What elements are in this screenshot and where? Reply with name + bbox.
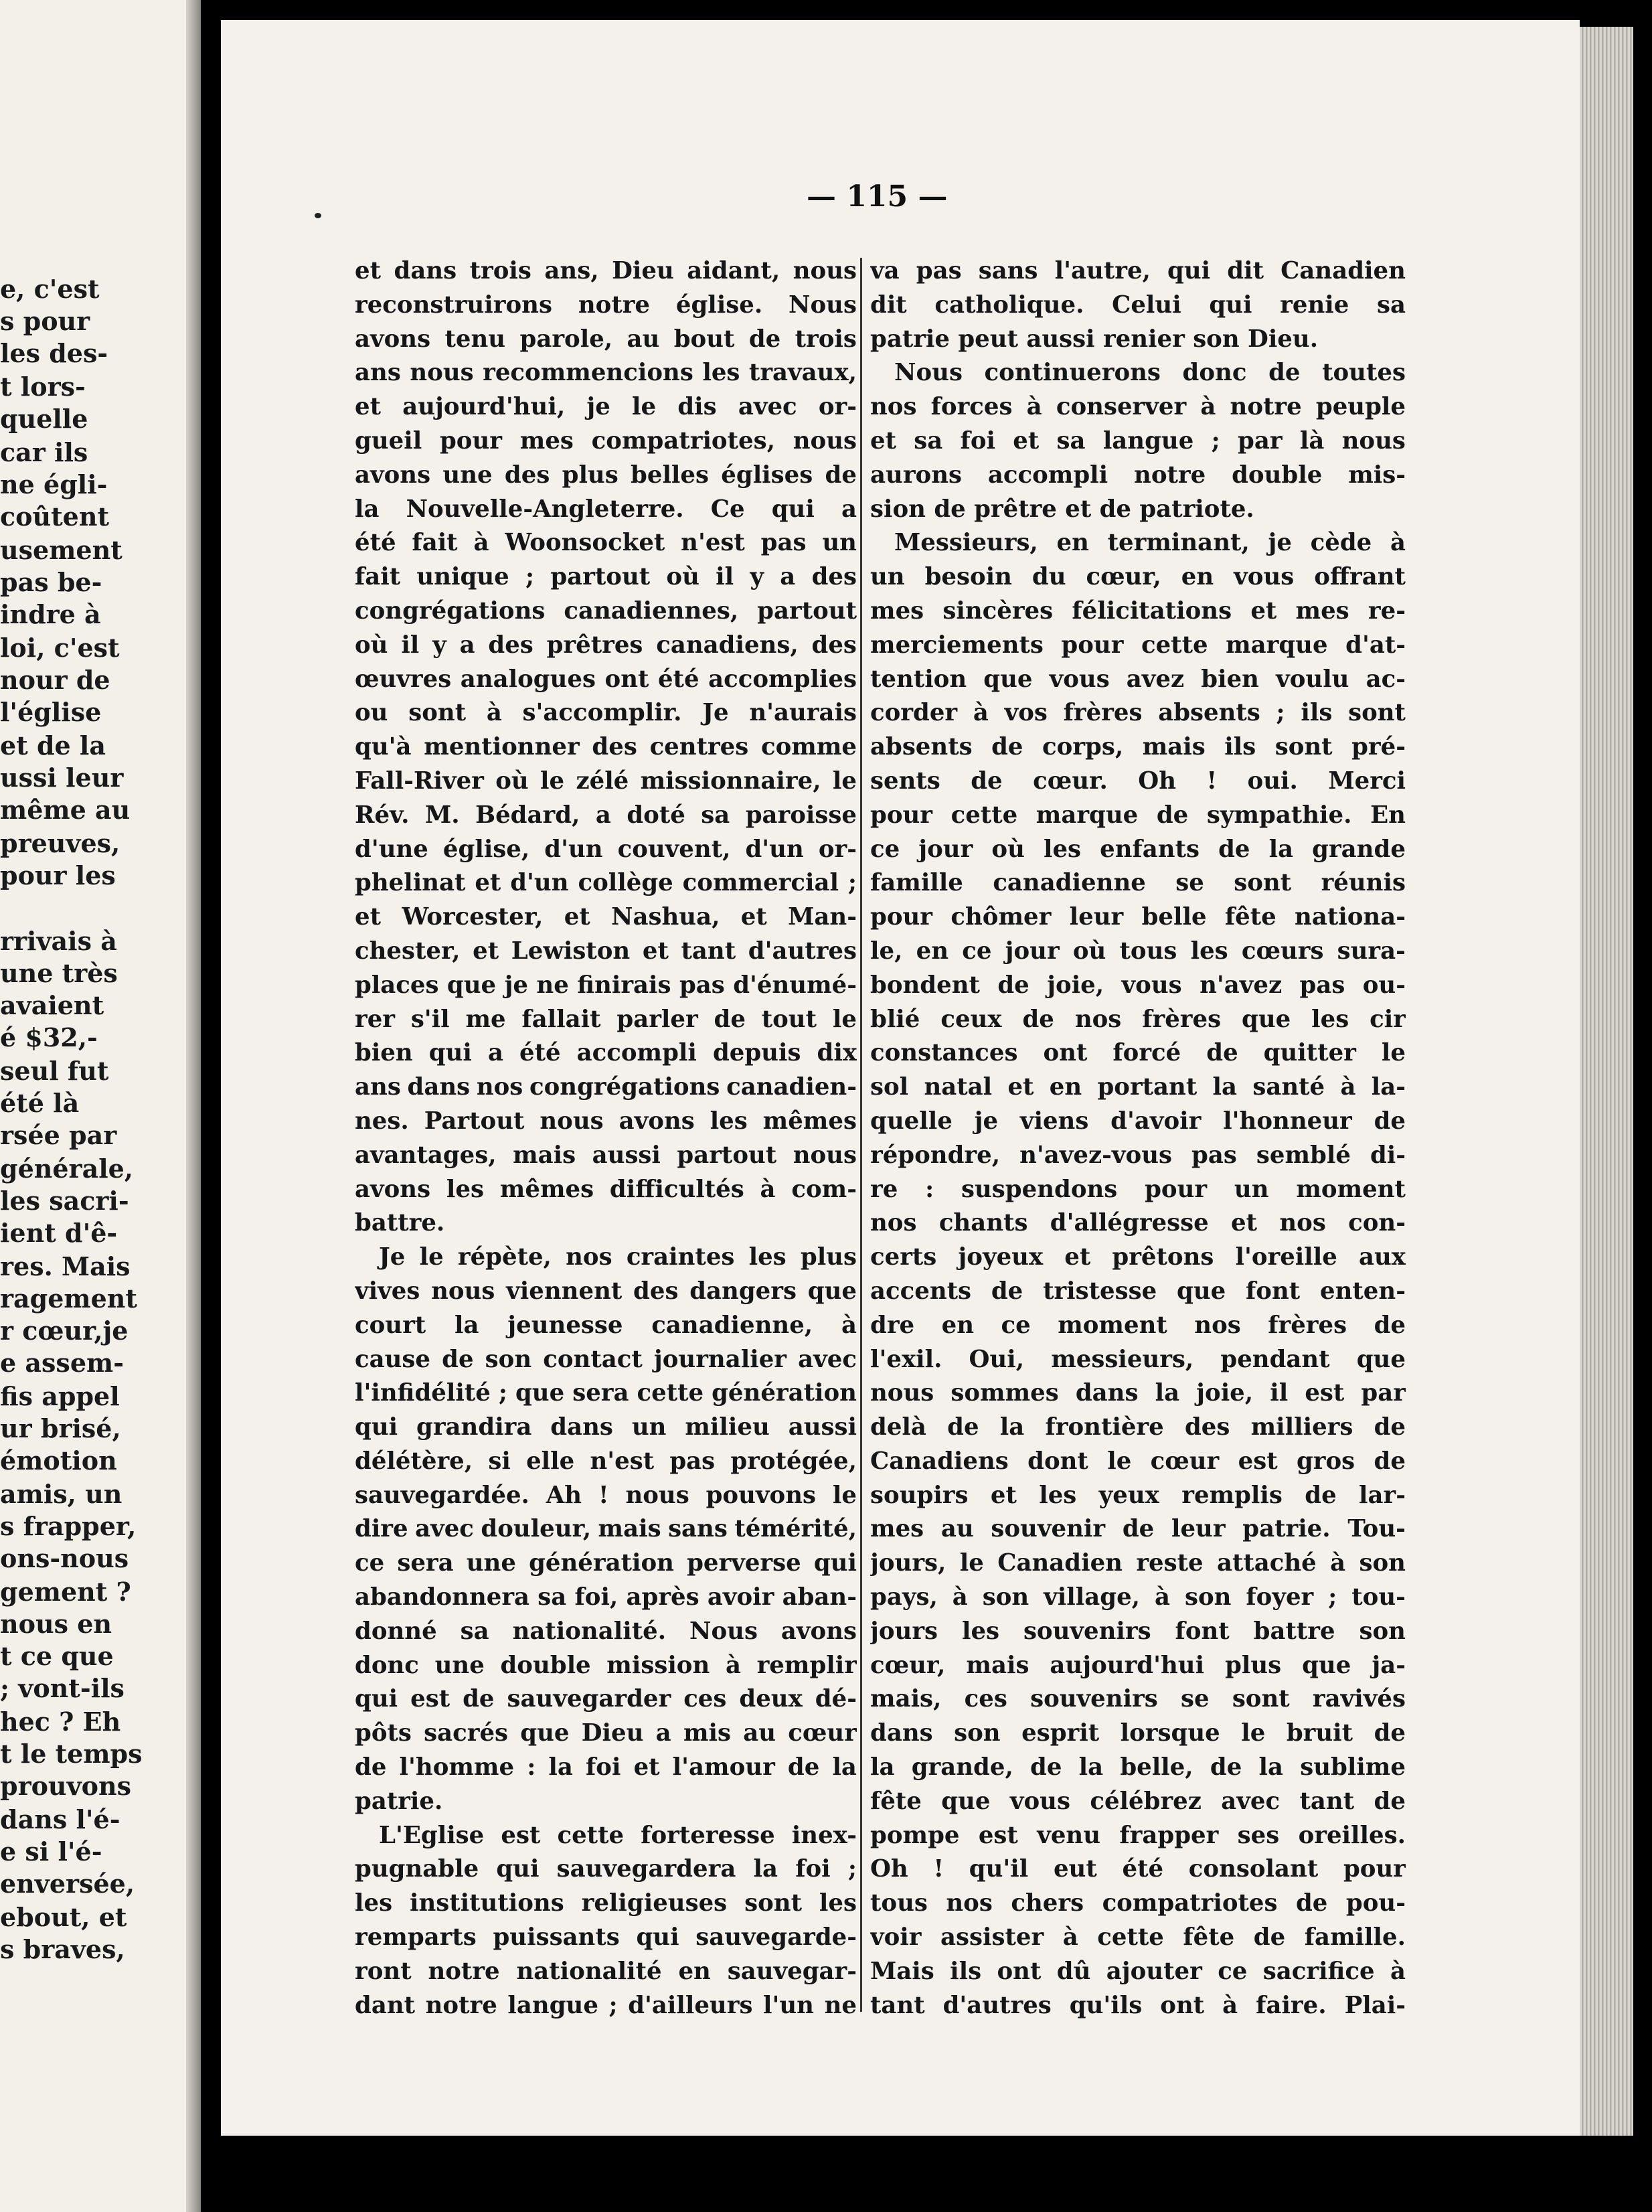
- text-line: tention que vous avez bien voulu ac-: [870, 665, 1406, 693]
- text-line: pompe est venu frapper ses oreilles.: [870, 1821, 1406, 1849]
- facing-page-line: prouvons: [0, 1771, 132, 1801]
- text-line: delà de la frontière des milliers de: [870, 1413, 1406, 1441]
- ink-dot: [315, 213, 321, 218]
- text-line: Messieurs, en terminant, je cède à: [894, 529, 1406, 557]
- text-line: dre en ce moment nos frères de: [870, 1311, 1406, 1339]
- text-line: famille canadienne se sont réunis: [870, 869, 1406, 897]
- text-line: l'exil. Oui, messieurs, pendant que: [870, 1345, 1406, 1373]
- facing-page-line: t le temps: [0, 1739, 143, 1769]
- text-line: et dans trois ans, Dieu aidant, nous: [355, 257, 857, 285]
- text-line: accents de tristesse que font enten-: [870, 1277, 1406, 1305]
- facing-page-line: fis appel: [0, 1381, 120, 1411]
- text-line: [870, 493, 1406, 527]
- text-line: mais, ces souvenirs se sont ravivés: [870, 1685, 1406, 1713]
- text-line: avons les mêmes difficultés à com-: [355, 1175, 857, 1203]
- text-line: merciements pour cette marque d'at-: [870, 631, 1406, 659]
- text-line: l'infidélité ; que sera cette génération: [355, 1379, 857, 1407]
- text-line: qu'à mentionner des centres comme: [355, 733, 857, 761]
- text-line: reconstruirons notre église. Nous: [355, 291, 857, 319]
- text-line: sauvegardée. Ah ! nous pouvons le: [355, 1481, 857, 1509]
- text-line: donc une double mission à remplir: [355, 1651, 857, 1679]
- text-line: [870, 323, 1406, 357]
- facing-page-line: s braves,: [0, 1934, 125, 1964]
- text-line: pugnable qui sauvegardera la foi ;: [355, 1855, 857, 1883]
- facing-page-line: s frapper,: [0, 1511, 137, 1541]
- text-line: qui est de sauvegarder ces deux dé-: [355, 1685, 857, 1713]
- book-gutter: [186, 0, 201, 2212]
- facing-page-line: res. Mais: [0, 1251, 131, 1281]
- text-line: tant d'autres qu'ils ont à faire. Plai-: [870, 1991, 1406, 2019]
- text-line: [355, 1785, 857, 1819]
- facing-page-line: usement: [0, 535, 122, 565]
- facing-page-line: coûtent: [0, 501, 110, 532]
- text-line: quelle je viens d'avoir l'honneur de: [870, 1107, 1406, 1135]
- text-line: délétère, si elle n'est pas protégée,: [355, 1447, 857, 1475]
- text-line: ce jour où les enfants de la grande: [870, 835, 1406, 863]
- facing-page-line: été là: [0, 1088, 80, 1118]
- facing-page-line: enversée,: [0, 1869, 135, 1899]
- text-line: cause de son contact journalier avec: [355, 1345, 857, 1373]
- text-line: nes. Partout nous avons les mêmes: [355, 1107, 857, 1135]
- text-line: donné sa nationalité. Nous avons: [355, 1617, 857, 1645]
- facing-page-line: l'église: [0, 697, 102, 727]
- text-line: et aujourd'hui, je le dis avec or-: [355, 393, 857, 421]
- facing-page-line: s pour: [0, 306, 90, 336]
- facing-page-line: seul fut: [0, 1056, 109, 1086]
- text-line-content: patrie.: [355, 1787, 443, 1815]
- text-line: gueil pour mes compatriotes, nous: [355, 426, 857, 455]
- text-line: jours les souvenirs font battre son: [870, 1617, 1406, 1645]
- text-line: fait unique ; partout où il y a des: [355, 563, 857, 591]
- text-line: dans son esprit lorsque le bruit de: [870, 1719, 1406, 1747]
- text-line: Mais ils ont dû ajouter ce sacrifice à: [870, 1957, 1406, 1985]
- text-line: sol natal et en portant la santé à la-: [870, 1073, 1406, 1101]
- text-line: court la jeunesse canadienne, à: [355, 1311, 857, 1339]
- text-line: places que je ne finirais pas d'énumé-: [355, 971, 857, 999]
- text-line: le, en ce jour où tous les cœurs sura-: [870, 937, 1406, 965]
- text-line: dant notre langue ; d'ailleurs l'un ne: [355, 1991, 857, 2019]
- facing-page-line: quelle: [0, 404, 88, 434]
- text-line: tous nos chers compatriotes de pou-: [870, 1889, 1406, 1917]
- text-line: avons une des plus belles églises de: [355, 461, 857, 489]
- facing-page-line: rrivais à: [0, 926, 117, 956]
- text-line: va pas sans l'autre, qui dit Canadien: [870, 257, 1406, 285]
- text-line: jours, le Canadien reste attaché à son: [870, 1549, 1406, 1577]
- facing-page-line: hec ? Eh: [0, 1707, 121, 1737]
- facing-page-line: ussi leur: [0, 763, 124, 793]
- text-line: pour cette marque de sympathie. En: [870, 801, 1406, 829]
- facing-page-line: e assem-: [0, 1348, 124, 1378]
- facing-page-line: ebout, et: [0, 1902, 127, 1932]
- text-line: corder à vos frères absents ; ils sont: [870, 699, 1406, 727]
- text-line: ou sont à s'accomplir. Je n'aurais: [355, 699, 857, 727]
- text-line: fête que vous célébrez avec tant de: [870, 1787, 1406, 1815]
- facing-page-line: les des-: [0, 338, 108, 368]
- text-line: et sa foi et sa langue ; par là nous: [870, 426, 1406, 455]
- facing-page-line: e, c'est: [0, 274, 100, 304]
- text-line-content: sion de prêtre et de patriote.: [870, 495, 1254, 523]
- text-line: certs joyeux et prêtons l'oreille aux: [870, 1243, 1406, 1271]
- column-rule: [860, 258, 862, 2012]
- text-line: œuvres analogues ont été accomplies: [355, 665, 857, 693]
- text-line: aurons accompli notre double mis-: [870, 461, 1406, 489]
- text-line: vives nous viennent des dangers que: [355, 1277, 857, 1305]
- facing-page-line: e si l'é-: [0, 1836, 102, 1867]
- page-number: — 115 —: [807, 179, 948, 214]
- facing-page-line: gement ?: [0, 1577, 131, 1607]
- text-line: la grande, de la belle, de la sublime: [870, 1753, 1406, 1782]
- text-line: ans dans nos congrégations canadien-: [355, 1073, 857, 1101]
- text-line: dit catholique. Celui qui renie sa: [870, 291, 1406, 319]
- text-line: soupirs et les yeux remplis de lar-: [870, 1481, 1406, 1509]
- text-line: congrégations canadiennes, partout: [355, 597, 857, 625]
- text-line: constances ont forcé de quitter le: [870, 1039, 1406, 1067]
- text-line: cœur, mais aujourd'hui plus que ja-: [870, 1651, 1406, 1679]
- text-line: Je le répète, nos craintes les plus: [379, 1243, 857, 1271]
- text-line: ce sera une génération perverse qui: [355, 1549, 857, 1577]
- facing-page-line: nous en: [0, 1609, 112, 1639]
- text-line: pôts sacrés que Dieu a mis au cœur: [355, 1719, 857, 1747]
- text-line: remparts puissants qui sauvegarde-: [355, 1923, 857, 1952]
- text-line: abandonnera sa foi, après avoir aban-: [355, 1583, 857, 1611]
- text-line: avantages, mais aussi partout nous: [355, 1141, 857, 1169]
- facing-page-line: ne égli-: [0, 469, 108, 499]
- text-line: répondre, n'avez-vous pas semblé di-: [870, 1141, 1406, 1169]
- text-line: qui grandira dans un milieu aussi: [355, 1413, 857, 1441]
- text-line: nos forces à conserver à notre peuple: [870, 393, 1406, 421]
- facing-page-line: r cœur,je: [0, 1316, 129, 1346]
- facing-page-line: générale,: [0, 1154, 134, 1184]
- text-line: été fait à Woonsocket n'est pas un: [355, 529, 857, 557]
- text-line: rer s'il me fallait parler de tout le: [355, 1005, 857, 1033]
- text-line: avons tenu parole, au bout de trois: [355, 325, 857, 353]
- facing-page-line: émotion: [0, 1445, 117, 1476]
- text-line: [355, 1206, 857, 1241]
- facing-page-line: car ils: [0, 437, 88, 467]
- facing-page-line: rsée par: [0, 1120, 117, 1150]
- text-line: Canadiens dont le cœur est gros de: [870, 1447, 1406, 1475]
- text-line: bien qui a été accompli depuis dix: [355, 1039, 857, 1067]
- facing-page-line: t ce que: [0, 1641, 114, 1671]
- text-line-content: battre.: [355, 1209, 445, 1237]
- facing-page-line: pour les: [0, 860, 116, 890]
- text-line: et Worcester, et Nashua, et Man-: [355, 903, 857, 931]
- text-line: mes sincères félicitations et mes re-: [870, 597, 1406, 625]
- facing-page-line: é $32,-: [0, 1022, 98, 1052]
- text-column-left: [355, 254, 857, 2023]
- text-line: absents de corps, mais ils sont pré-: [870, 733, 1406, 761]
- text-line: sents de cœur. Oh ! oui. Merci: [870, 767, 1406, 795]
- text-line: Oh ! qu'il eut été consolant pour: [870, 1855, 1406, 1883]
- page-edges: [1580, 27, 1633, 2136]
- facing-page-line: nour de: [0, 665, 110, 695]
- text-line: de l'homme : la foi et l'amour de la: [355, 1753, 857, 1782]
- text-line: Rév. M. Bédard, a doté sa paroisse: [355, 801, 857, 829]
- text-line-content: patrie peut aussi renier son Dieu.: [870, 325, 1319, 353]
- facing-page-line: dans l'é-: [0, 1804, 120, 1834]
- facing-page-line: t lors-: [0, 372, 86, 402]
- facing-page-line: ur brisé,: [0, 1413, 121, 1443]
- facing-page-line: ; vont-ils: [0, 1673, 125, 1703]
- facing-page-line: même au: [0, 795, 131, 825]
- text-line: dire avec douleur, mais sans témérité,: [355, 1515, 857, 1543]
- text-column-right: [870, 254, 1406, 2023]
- facing-page-line: avaient: [0, 990, 104, 1020]
- text-line: la Nouvelle-Angleterre. Ce qui a: [355, 495, 857, 523]
- text-line: où il y a des prêtres canadiens, des: [355, 631, 857, 659]
- facing-page-line: preuves,: [0, 828, 120, 858]
- text-line: ans nous recommencions les travaux,: [355, 359, 857, 387]
- text-line: voir assister à cette fête de famille.: [870, 1923, 1406, 1952]
- text-line: mes au souvenir de leur patrie. Tou-: [870, 1515, 1406, 1543]
- text-line: les institutions religieuses sont les: [355, 1889, 857, 1917]
- facing-page-line: et de la: [0, 730, 106, 761]
- text-line: re : suspendons pour un moment: [870, 1175, 1406, 1203]
- text-line: pays, à son village, à son foyer ; tou-: [870, 1583, 1406, 1611]
- facing-page-line: amis, un: [0, 1479, 122, 1509]
- text-line: ront notre nationalité en sauvegar-: [355, 1957, 857, 1985]
- facing-page-line: ragement: [0, 1283, 137, 1314]
- text-line: Nous continuerons donc de toutes: [894, 359, 1406, 387]
- facing-page-line: indre à: [0, 599, 101, 629]
- facing-page-line: les sacri-: [0, 1186, 129, 1216]
- text-line: nos chants d'allégresse et nos con-: [870, 1209, 1406, 1237]
- text-line: L'Eglise est cette forteresse inex-: [379, 1821, 857, 1849]
- text-line: pour chômer leur belle fête nationa-: [870, 903, 1406, 931]
- text-line: d'une église, d'un couvent, d'un or-: [355, 835, 857, 863]
- text-line: un besoin du cœur, en vous offrant: [870, 563, 1406, 591]
- facing-page: [0, 0, 201, 2212]
- facing-page-line: ient d'ê-: [0, 1218, 118, 1248]
- text-line: Fall-River où le zélé missionnaire, le: [355, 767, 857, 795]
- text-line: nous sommes dans la joie, il est par: [870, 1379, 1406, 1407]
- text-line: blié ceux de nos frères que les cir: [870, 1005, 1406, 1033]
- text-line: phelinat et d'un collège commercial ;: [355, 869, 857, 897]
- facing-page-line: pas be-: [0, 567, 102, 597]
- text-line: chester, et Lewiston et tant d'autres: [355, 937, 857, 965]
- facing-page-line: loi, c'est: [0, 633, 120, 663]
- facing-page-line: une très: [0, 958, 118, 988]
- text-line: bondent de joie, vous n'avez pas ou-: [870, 971, 1406, 999]
- facing-page-line: ons-nous: [0, 1543, 129, 1573]
